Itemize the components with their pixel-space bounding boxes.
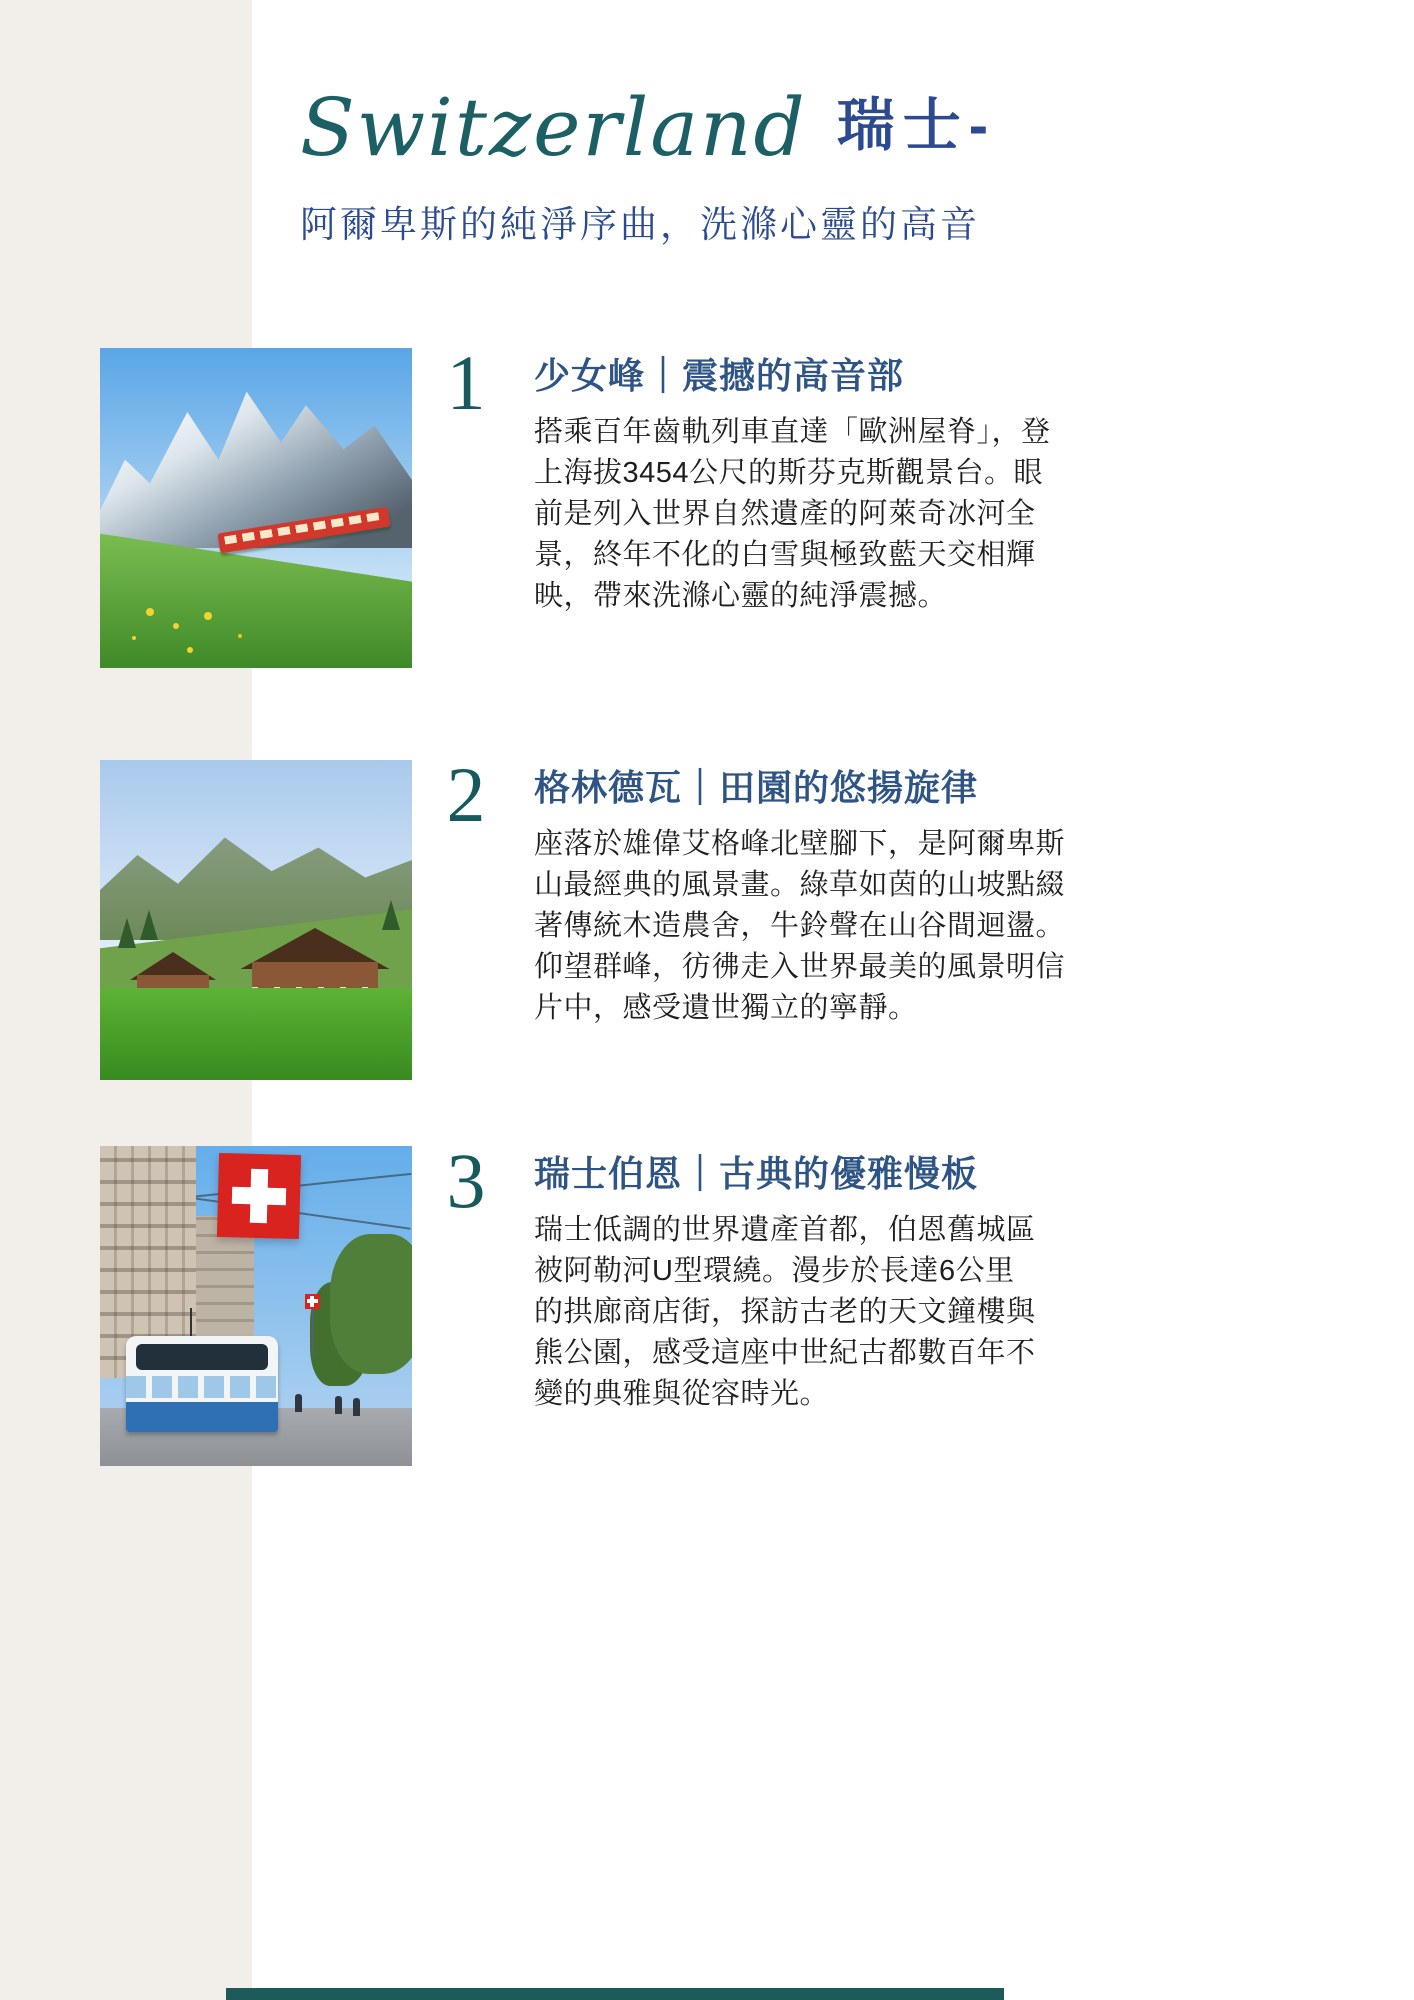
tram-windshield [136,1344,268,1370]
section-jungfrau [0,339,1414,688]
body-line: 映，帶來洗滌心靈的純淨震撼。 [534,580,948,612]
tram-windows [126,1376,278,1398]
grindelwald-photo [100,760,412,1080]
body-line: 仰望群峰，彷彿走入世界最美的風景明信 [534,951,1066,983]
body-line: 被阿勒河U型環繞。漫步於長達6公里 [534,1255,1015,1287]
title-chinese: 瑞士- [836,93,997,158]
body-line: 瑞士低調的世界遺產首都，伯恩舊城區 [534,1214,1036,1246]
section-number-2: 2 [446,751,486,838]
section-body-2 [534,824,1065,1029]
body-line: 變的典雅與從容時光。 [534,1378,830,1410]
body-line: 前是列入世界自然遺產的阿萊奇冰河全 [534,498,1036,530]
swiss-flag-banner [217,1153,301,1239]
section-body-3 [534,1210,1036,1415]
subtitle-handwritten: 阿爾卑斯的純淨序曲，洗滌心靈的高音 [300,204,980,245]
flag-cross [232,1187,286,1205]
body-line: 著傳統木造農舍，牛鈴聲在山谷間迴盪。 [534,910,1066,942]
body-line: 搭乘百年齒軌列車直達「歐洲屋脊」，登 [534,416,1051,448]
jungfrau-photo [100,348,412,668]
pedestrian [295,1394,302,1412]
section-number-3: 3 [446,1137,486,1224]
body-line: 景，終年不化的白雪與極致藍天交相輝 [534,539,1036,571]
bern-photo [100,1146,412,1466]
pedestrian [335,1396,342,1414]
section-grindelwald [0,751,1414,1100]
section-title-3: 瑞士伯恩｜古典的優雅慢板 [534,1153,979,1194]
section-title-2: 格林德瓦｜田園的悠揚旋律 [534,767,979,808]
header [300,78,996,248]
body-line: 山最經典的風景畫。綠草如茵的山坡點綴 [534,869,1066,901]
section-body-1 [534,412,1051,617]
yellow-flowers [146,608,154,616]
small-swiss-flag [305,1294,320,1309]
section-title-1: 少女峰｜震撼的高音部 [534,355,905,396]
section-bern [0,1137,1414,1486]
blue-white-tram [126,1336,278,1432]
tram-pantograph [190,1308,192,1338]
title-row [300,78,996,174]
body-line: 熊公園，感受這座中世紀古都數百年不 [534,1337,1036,1369]
street-trees [330,1234,412,1374]
tram-blue-band [126,1402,278,1432]
body-line: 片中，感受遺世獨立的寧靜。 [534,992,918,1024]
body-line: 的拱廊商店街，探訪古老的天文鐘樓與 [534,1296,1036,1328]
section-number-1: 1 [446,339,486,426]
footer-accent-bar [226,1988,1004,2000]
foreground-meadow [100,988,412,1080]
body-line: 座落於雄偉艾格峰北壁腳下，是阿爾卑斯 [534,828,1066,860]
body-line: 上海拔3454公尺的斯芬克斯觀景台。眼 [534,457,1044,489]
title-script-english: Switzerland [300,81,807,174]
pedestrian [353,1398,360,1416]
